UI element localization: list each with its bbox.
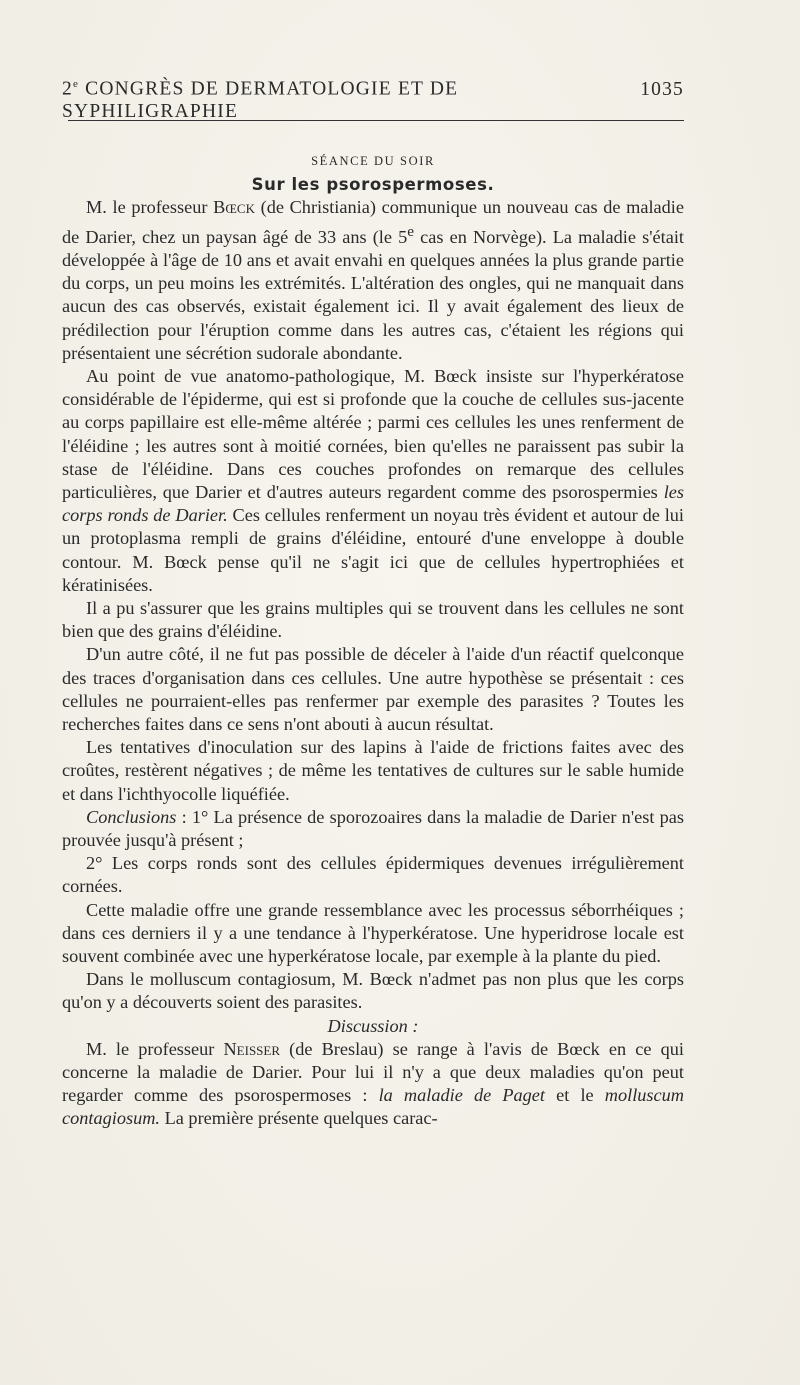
author-neisser: Neisser [223, 1038, 281, 1059]
paragraph-7: 2° Les corps ronds sont des cellules épidermiques devenues irrégulièrement cornées. [62, 853, 684, 897]
page-number: 1035 [640, 78, 684, 100]
paragraph-conclusions: Conclusions : 1° La présence de sporozoaires dans la maladie de Darier n'est pas prouvée jusqu'à présent ; [62, 806, 684, 850]
discussion-title: Discussion : [327, 1015, 419, 1036]
paragraph-4: D'un autre côté, il ne fut pas possible de déceler à l'aide d'un réactif quelconque des traces d'organisation dans ces cellules. Une autre hypothèse se présentait : ces cellules ne pourraient-elles pas renfermer par exemple des parasites ? Toutes les recherches faites dans ce sens n'ont abouti à aucun résultat. [62, 644, 684, 734]
paragraph-2: Au point de vue anatomo-pathologique, M. Bœck insiste sur l'hyperkératose considérable de l'épiderme, qui est si profonde que la couche de cellules sus-jacente au corps papillaire est elle-même altérée ; parmi ces cellules les unes renferment de l'éléidine ; les autres sont à moitié cornées, bien qu'elles ne paraissent pas subir la stase de l'éléidine. Dans ces couches profondes on remarque des cellules particulières, que Darier et d'autres auteurs regardent comme des psorospermies les corps ronds de Darier. Ces cellules renferment un noyau très évident et autour de lui un protoplasma rempli de grains d'éléidine, entouré d'une enveloppe à double contour. M. Bœck pense qu'il ne s'agit ici que de cellules hypertrophiées et kératinisées. [62, 365, 684, 595]
author-boeck: Bœck [213, 197, 255, 218]
paragraph-8: Cette maladie offre une grande ressemblance avec les processus séborrhéiques ; dans ces derniers il y a une tendance à l'hyperkératose. Une hyperidrose locale est souvent combinée avec une hyperkératose locale, par exemple à la plante du pied. [62, 899, 684, 966]
congress-sup: e [72, 78, 80, 90]
body-text [62, 150, 684, 1131]
paragraph-1: M. le professeur Bœck (de Christiania) communique un nouveau cas de maladie de Darier, chez un paysan âgé de 33 ans (le 5e cas en Norvège). La maladie s'était développée à l'âge de 10 ans et avait envahi en quelques années la plus grande partie du corps, un peu moins les extrémités. L'altération des ongles, qui ne manquait dans aucun des cas observés, existait également ici. Il y avait également des lieux de prédilection pour l'éruption comme dans les autres cas, c'étaient les régions qui présentaient une sécrétion sudorale abondante. [62, 197, 684, 363]
paragraph-9: Dans le molluscum contagiosum, M. Bœck n'admet pas non plus que les corps qu'on y a découverts soient des parasites. [62, 969, 684, 1013]
section-title: Sur les psorospermoses. [251, 175, 495, 195]
paragraph-5: Les tentatives d'inoculation sur des lapins à l'aide de frictions faites avec des croûtes, restèrent négatives ; de même les tentatives de cultures sur le sable humide et dans l'ichthyocolle liquéfiée. [62, 737, 684, 804]
running-head [62, 78, 684, 123]
header-rule [68, 120, 684, 121]
session-label: SÉANCE DU SOIR [311, 154, 435, 168]
paragraph-10: M. le professeur Neisser (de Breslau) se range à l'avis de Bœck en ce qui concerne la maladie de Darier. Pour lui il n'y a que deux maladies qu'on peut regarder comme des psorospermoses : la maladie de Paget et le molluscum contagiosum. La première présente quelques carac- [62, 1038, 684, 1129]
running-title-text: CONGRÈS DE DERMATOLOGIE ET DE SYPHILIGRAPHIE [62, 78, 459, 122]
congress-number: 2 [62, 78, 73, 100]
running-title [62, 78, 640, 123]
paragraph-3: Il a pu s'assurer que les grains multiples qui se trouvent dans les cellules ne sont bien que des grains d'éléidine. [62, 597, 684, 642]
